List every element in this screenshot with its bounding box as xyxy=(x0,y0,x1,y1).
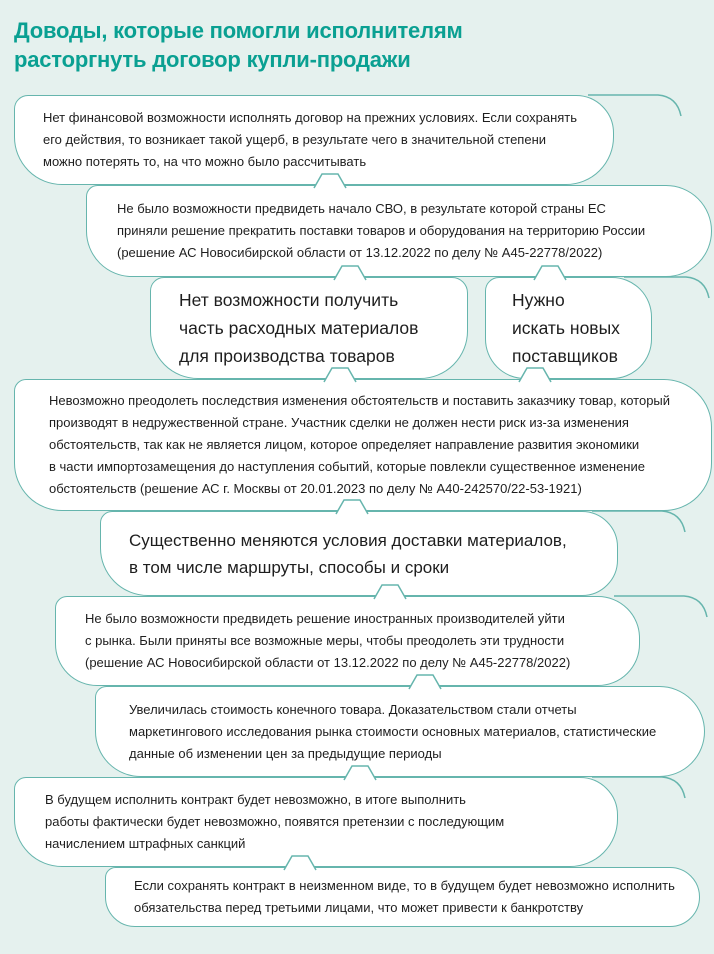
bubble-corner-swoosh-icon xyxy=(588,94,684,120)
bubble-text-line: с рынка. Были приняты все возможные меры, чтобы преодолеть эти трудности xyxy=(85,633,565,648)
bubble-text-line: в части импортозамещения до наступления событий, которые повлекли существенное изменение xyxy=(49,459,645,474)
bubble-corner-swoosh-icon xyxy=(592,776,688,802)
bubble-text-line: (решение АС Новосибирской области от 13.12.2022 по делу № А45-22778/2022) xyxy=(85,655,571,670)
bubble-text-line: обязательства перед третьими лицами, что может привести к банкротству xyxy=(134,900,584,915)
bubble-tail-connector-icon xyxy=(283,854,317,871)
bubble-tail-connector-icon xyxy=(323,366,357,383)
bubble-text-line: Если сохранять контракт в неизменном виде, то в будущем будет невозможно исполнить xyxy=(134,878,675,893)
bubble-unfriendly-country-goods xyxy=(14,379,712,511)
bubble-tail-connector-icon xyxy=(313,172,347,189)
bubble-tail-connector-icon xyxy=(335,498,369,515)
bubble-text-line: искать новых xyxy=(512,318,620,338)
page-title-line-1: Доводы, которые помогли исполнителям xyxy=(14,18,463,43)
bubble-svo-unforeseeable xyxy=(86,185,712,277)
bubble-text-line: Не было возможности предвидеть решение иностранных производителей уйти xyxy=(85,611,565,626)
bubble-text-line: Существенно меняются условия доставки материалов, xyxy=(129,530,567,550)
bubble-text-line: Не было возможности предвидеть начало СВО, в результате которой страны ЕС xyxy=(117,201,606,216)
bubble-text-line: Нет возможности получить xyxy=(179,290,399,310)
bubble-text-line: его действия, то возникает такой ущерб, в результате чего в значительной степени xyxy=(43,132,547,147)
bubble-tail-connector-icon xyxy=(333,264,367,281)
bubble-tail-connector-icon xyxy=(533,264,567,281)
bubble-corner-swoosh-icon xyxy=(614,595,710,621)
bubble-foreign-producers-exit xyxy=(55,596,640,686)
bubble-bankruptcy-risk xyxy=(105,867,700,927)
bubble-text-line: данные об изменении цен за предыдущие периоды xyxy=(129,745,442,761)
bubble-text-line: поставщиков xyxy=(512,346,618,366)
bubble-text-line: обстоятельств (решение АС г. Москвы от 20.01.2023 по делу № А40-242570/22-53-1921) xyxy=(49,481,582,496)
bubble-text-line: приняли решение прекратить поставки товаров и оборудования на территорию России xyxy=(117,223,646,238)
page-title-line-2: расторгнуть договор купли-продажи xyxy=(14,47,411,72)
bubble-text-line: в том числе маршруты, способы и сроки xyxy=(129,557,450,577)
page-title xyxy=(14,16,654,74)
bubble-corner-swoosh-icon xyxy=(624,276,712,302)
bubble-text-line: Увеличилась стоимость конечного товара. Доказательством стали отчеты xyxy=(129,701,577,717)
bubble-text-line: маркетингового исследования рынка стоимости основных материалов, статистические xyxy=(129,723,657,739)
bubble-text-line: Нужно xyxy=(512,290,565,310)
bubble-delivery-terms-change xyxy=(100,511,618,596)
bubble-text-line: обстоятельств, так как не является лицом, которое определяет направление развития экономики xyxy=(49,437,640,452)
bubble-text-line: для производства товаров xyxy=(179,346,395,366)
bubble-final-goods-price-rise xyxy=(95,686,705,777)
bubble-tail-connector-icon xyxy=(408,673,442,690)
bubble-text-line: производят в недружественной стране. Участник сделки не должен нести риск из-за изменения xyxy=(49,415,629,430)
bubble-text-line: В будущем исполнить контракт будет невозможно, в итоге выполнить xyxy=(45,792,466,807)
bubble-tail-connector-icon xyxy=(343,764,377,781)
bubble-text-line: можно потерять то, на что можно было рассчитывать xyxy=(43,154,367,169)
bubble-text-line: Нет финансовой возможности исполнять договор на прежних условиях. Если сохранять xyxy=(43,110,578,125)
bubble-text-line: Невозможно преодолеть последствия изменения обстоятельств и поставить заказчику товар, который xyxy=(49,393,671,408)
bubble-text-line: часть расходных материалов xyxy=(179,318,419,338)
bubble-text-line: начислением штрафных санкций xyxy=(45,836,246,851)
bubble-no-materials xyxy=(150,277,468,379)
bubble-corner-swoosh-icon xyxy=(592,510,688,536)
bubble-tail-connector-icon xyxy=(373,583,407,600)
bubble-tail-connector-icon xyxy=(518,366,552,383)
bubble-text-line: (решение АС Новосибирской области от 13.12.2022 по делу № А45-22778/2022) xyxy=(117,245,603,260)
bubble-text-line: работы фактически будет невозможно, появятся претензии с последующим xyxy=(45,814,505,829)
